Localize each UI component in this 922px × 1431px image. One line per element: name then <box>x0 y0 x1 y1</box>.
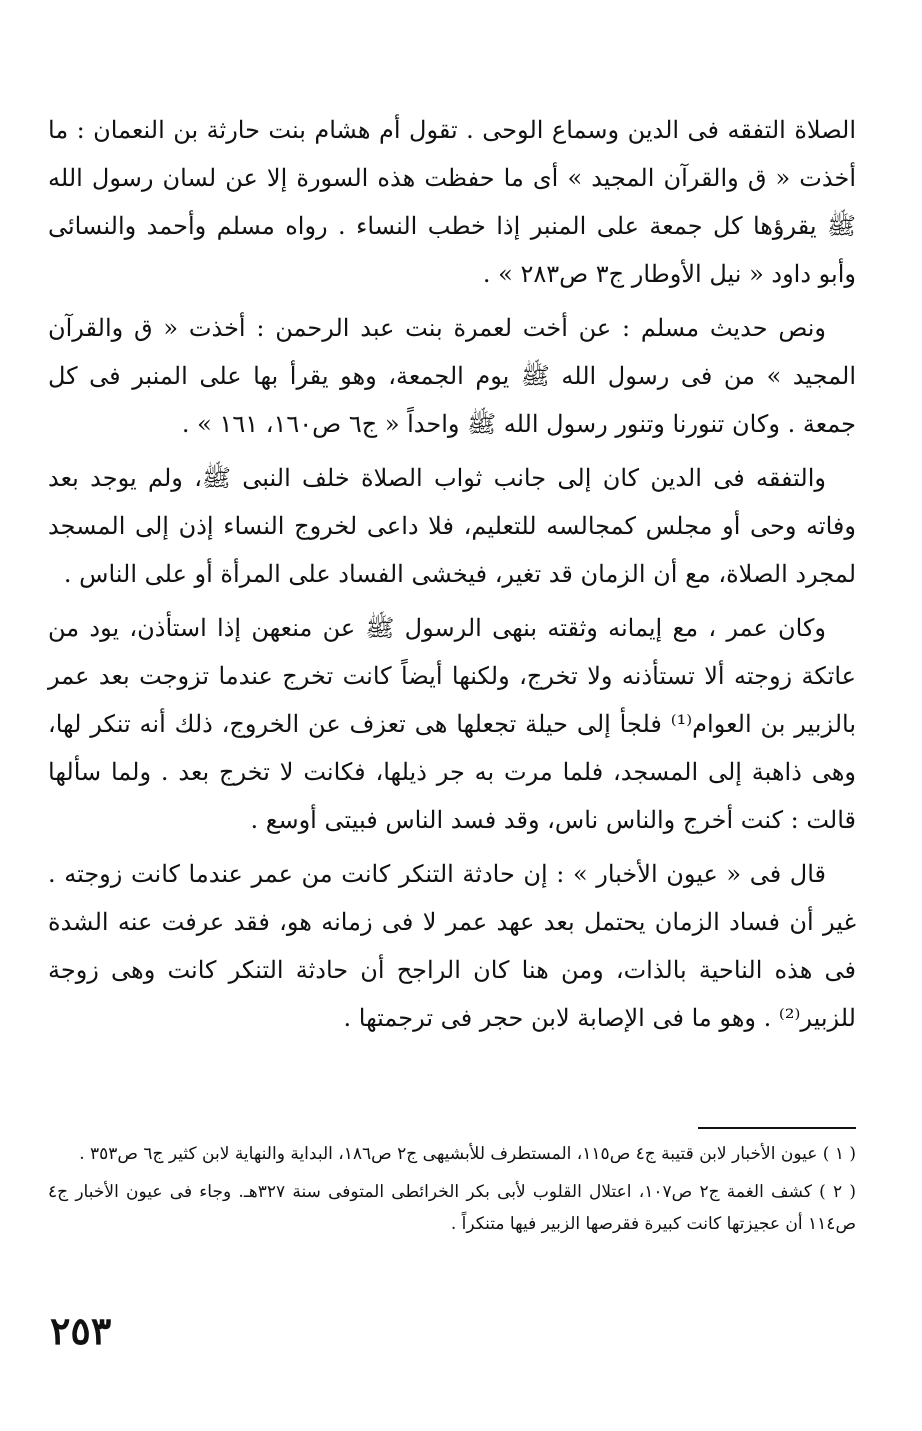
footnotes <box>48 1138 856 1246</box>
main-text <box>48 106 856 1048</box>
footnote-divider <box>698 1127 856 1129</box>
footnote-1: ( ١ ) عيون الأخبار لابن قتيبة ج٤ ص١١٥، المستطرف للأبشيهى ج٢ ص١٨٦، البداية والنهاية لابن كثير ج٦ ص٣٥٣ . <box>79 1144 856 1164</box>
paragraph-4: وكان عمر ، مع إيمانه وثقته بنهى الرسول ﷺ عن منعهن إذا استأذن، يود من عاتكة زوجته ألا تستأذنه ولا تخرج، ولكنها أيضاً كانت تخرج عندما تزوجت بعد عمر بالزبير بن العوام⁽¹⁾ فلجأ إلى حيلة تجعلها هى تعزف عن الخروج، ذلك أنه تنكر لها، وهى ذاهبة إلى المسجد، فلما مرت به جر ذيلها، فكانت لا تخرج بعد . ولما سألها قالت : كنت أخرج والناس ناس، وقد فسد الناس فبيتى أوسع . <box>48 614 857 834</box>
footnote-2: ( ٢ ) كشف الغمة ج٢ ص١٠٧، اعتلال القلوب لأبى بكر الخرائطى المتوفى سنة ٣٢٧هـ. وجاء فى عيون الأخبار ج٤ ص١١٤ أن عجيزتها كانت كبيرة فقرصها الزبير فيها متنكراً . <box>48 1182 856 1234</box>
page-number: ٢٥٣ <box>50 1308 112 1353</box>
paragraph-3: والتفقه فى الدين كان إلى جانب ثواب الصلاة خلف النبى ﷺ، ولم يوجد بعد وفاته وحى أو مجلس كمجالسه للتعليم، فلا داعى لخروج النساء إذن إلى المسجد لمجرد الصلاة، مع أن الزمان قد تغير، فيخشى الفساد على المرأة أو على الناس . <box>48 464 856 588</box>
paragraph-5: قال فى « عيون الأخبار » : إن حادثة التنكر كانت من عمر عندما كانت زوجته . غير أن فساد الزمان يحتمل بعد عهد عمر لا فى زمانه هو، فقد عرفت عنه الشدة فى هذه الناحية بالذات، ومن هنا كان الراجح أن حادثة التنكر كانت وهى زوجة للزبير⁽²⁾ . وهو ما فى الإصابة لابن حجر فى ترجمتها . <box>48 860 856 1032</box>
paragraph-2: ونص حديث مسلم : عن أخت لعمرة بنت عبد الرحمن : أخذت « ق والقرآن المجيد » من فى رسول الله ﷺ يوم الجمعة، وهو يقرأ بها على المنبر فى كل جمعة . وكان تنورنا وتنور رسول الله ﷺ واحداً « ج٦ ص١٦٠، ١٦١ » . <box>48 314 856 438</box>
paragraph-1: الصلاة التفقه فى الدين وسماع الوحى . تقول أم هشام بنت حارثة بن النعمان : ما أخذت « ق والقرآن المجيد » أى ما حفظت هذه السورة إلا عن لسان رسول الله ﷺ يقرؤها كل جمعة على المنبر إذا خطب النساء . رواه مسلم وأحمد والنسائى وأبو داود « نيل الأوطار ج٣ ص٢٨٣ » . <box>48 116 856 288</box>
